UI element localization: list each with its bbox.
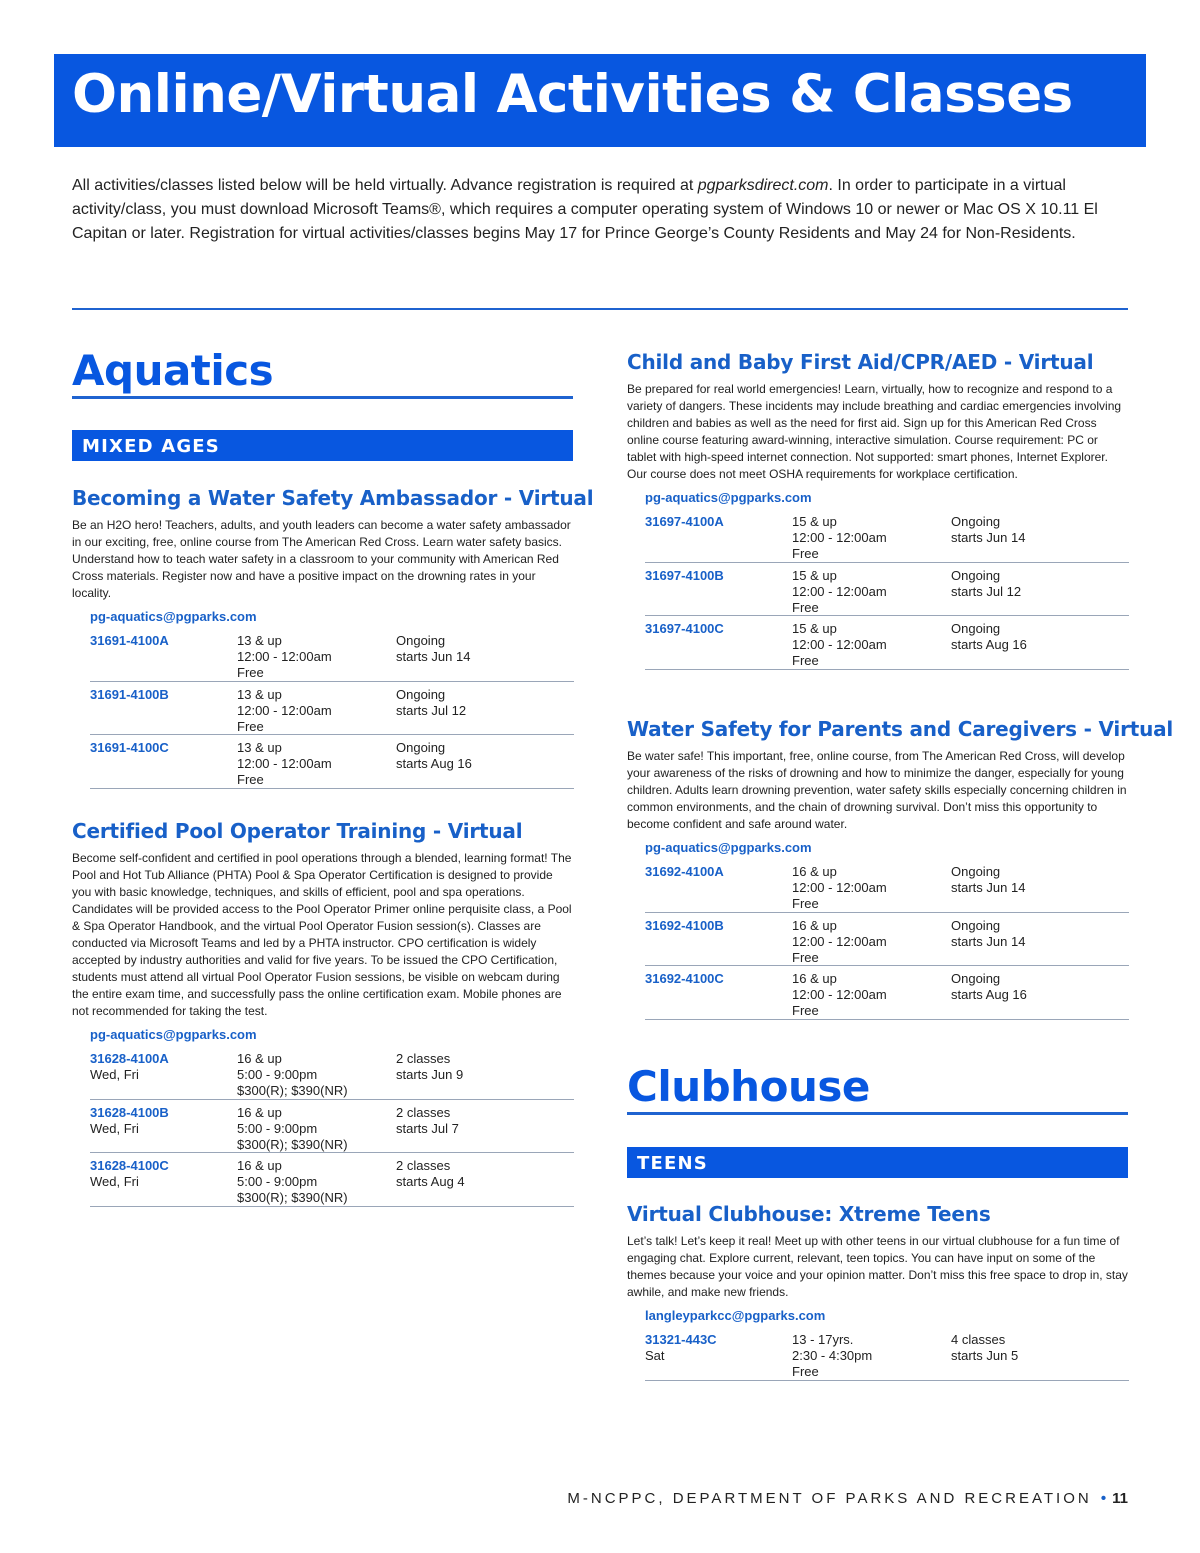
session-count: 4 classes bbox=[951, 1332, 1006, 1347]
session-fee: Free bbox=[792, 546, 819, 561]
session-time: 12:00 - 12:00am bbox=[792, 880, 887, 895]
session-list bbox=[645, 509, 1129, 670]
contact-email[interactable]: langleyparkcc@pgparks.com bbox=[645, 1308, 826, 1323]
session-count: Ongoing bbox=[951, 917, 1001, 933]
session-ages: 16 & up bbox=[237, 1158, 282, 1173]
course-title: Water Safety for Parents and Caregivers - Virtual bbox=[627, 717, 1174, 741]
section-title-clubhouse: Clubhouse bbox=[627, 1062, 1128, 1115]
contact-email[interactable]: pg-aquatics@pgparks.com bbox=[90, 609, 257, 624]
intro-paragraph bbox=[72, 174, 1137, 246]
session-ages: 15 & up bbox=[792, 621, 837, 636]
session-count: Ongoing bbox=[951, 621, 1001, 636]
session-time: 12:00 - 12:00am bbox=[792, 637, 887, 652]
session-start: starts Aug 16 bbox=[951, 987, 1027, 1002]
session-row bbox=[90, 682, 574, 736]
course-water-safety-ambassador bbox=[72, 485, 594, 789]
session-start: starts Jun 5 bbox=[951, 1348, 1019, 1363]
session-ages: 16 & up bbox=[792, 917, 837, 933]
session-time: 5:00 - 9:00pm bbox=[237, 1120, 318, 1136]
session-start: starts Jun 14 bbox=[951, 530, 1026, 545]
session-fee: Free bbox=[792, 599, 819, 615]
session-time: 5:00 - 9:00pm bbox=[237, 1174, 318, 1189]
session-start: starts Aug 16 bbox=[396, 756, 472, 771]
session-ages: 16 & up bbox=[792, 864, 837, 879]
session-row bbox=[90, 1046, 574, 1100]
session-code[interactable]: 31697-4100B bbox=[645, 567, 724, 583]
session-row bbox=[645, 859, 1129, 913]
session-count: Ongoing bbox=[396, 686, 446, 702]
contact-email[interactable]: pg-aquatics@pgparks.com bbox=[645, 490, 812, 505]
session-time: 12:00 - 12:00am bbox=[237, 702, 332, 718]
session-count: Ongoing bbox=[951, 864, 1001, 879]
session-fee: Free bbox=[237, 665, 264, 680]
session-row bbox=[90, 1100, 574, 1154]
session-row bbox=[90, 628, 574, 682]
session-code[interactable]: 31692-4100B bbox=[645, 917, 724, 933]
course-certified-pool-operator bbox=[72, 818, 577, 1207]
session-list bbox=[90, 1046, 574, 1207]
session-start: starts Jun 14 bbox=[951, 880, 1026, 895]
session-code[interactable]: 31697-4100A bbox=[645, 514, 724, 529]
session-days: Wed, Fri bbox=[90, 1120, 139, 1136]
session-count: Ongoing bbox=[951, 514, 1001, 529]
session-row bbox=[90, 1153, 574, 1207]
session-row bbox=[645, 913, 1129, 967]
contact-email[interactable]: pg-aquatics@pgparks.com bbox=[90, 1027, 257, 1042]
session-fee: Free bbox=[792, 1364, 819, 1379]
registration-link[interactable]: pgparksdirect.com bbox=[697, 177, 829, 194]
session-ages: 13 & up bbox=[237, 633, 282, 648]
age-band-teens: TEENS bbox=[627, 1147, 1128, 1178]
session-fee: $300(R); $390(NR) bbox=[237, 1136, 348, 1152]
session-time: 12:00 - 12:00am bbox=[792, 583, 887, 599]
session-count: Ongoing bbox=[396, 740, 446, 755]
session-ages: 15 & up bbox=[792, 514, 837, 529]
session-fee: Free bbox=[792, 896, 819, 911]
session-code[interactable]: 31697-4100C bbox=[645, 621, 724, 636]
session-code[interactable]: 31691-4100A bbox=[90, 633, 169, 648]
course-description: Be water safe! This important, free, online course, from The American Red Cross, will develop your awareness of the risks of drowning and how to minimize the danger, especially for young children. Adults learn drowning prevention, water safety skills especially concerning children in common environments, and the chain of drowning survival. Don’t miss this opportunity to become confident and safe around water. bbox=[627, 749, 1127, 831]
session-count: Ongoing bbox=[951, 567, 1001, 583]
session-row bbox=[645, 509, 1129, 563]
session-code[interactable]: 31692-4100C bbox=[645, 971, 724, 986]
session-count: 2 classes bbox=[396, 1104, 451, 1120]
course-virtual-clubhouse bbox=[627, 1201, 1132, 1381]
session-row bbox=[645, 1327, 1129, 1381]
session-start: starts Jul 7 bbox=[396, 1120, 459, 1136]
session-list bbox=[645, 1327, 1129, 1381]
course-title: Virtual Clubhouse: Xtreme Teens bbox=[627, 1202, 991, 1226]
session-start: starts Jun 14 bbox=[951, 933, 1026, 949]
contact-email[interactable]: pg-aquatics@pgparks.com bbox=[645, 840, 812, 855]
page-footer bbox=[567, 1490, 1128, 1507]
age-band-mixed-ages: MIXED AGES bbox=[72, 430, 573, 461]
section-title-aquatics: Aquatics bbox=[72, 346, 573, 399]
session-ages: 13 & up bbox=[237, 740, 282, 755]
footer-bullet: • bbox=[1100, 1490, 1107, 1507]
course-title: Certified Pool Operator Training - Virtual bbox=[72, 819, 523, 843]
session-row bbox=[645, 563, 1129, 617]
session-ages: 16 & up bbox=[792, 971, 837, 986]
session-time: 12:00 - 12:00am bbox=[792, 987, 887, 1002]
session-list bbox=[645, 859, 1129, 1020]
course-water-safety-parents bbox=[627, 716, 1174, 1020]
session-count: 2 classes bbox=[396, 1158, 451, 1173]
session-fee: $300(R); $390(NR) bbox=[237, 1083, 348, 1098]
session-fee: Free bbox=[792, 949, 819, 965]
session-start: starts Jun 9 bbox=[396, 1067, 464, 1082]
page-number: 11 bbox=[1112, 1490, 1128, 1507]
session-code[interactable]: 31692-4100A bbox=[645, 864, 724, 879]
session-row bbox=[645, 966, 1129, 1020]
session-count: 2 classes bbox=[396, 1051, 451, 1066]
session-days: Wed, Fri bbox=[90, 1174, 139, 1189]
session-code[interactable]: 31691-4100B bbox=[90, 686, 169, 702]
course-title: Becoming a Water Safety Ambassador - Virtual bbox=[72, 486, 594, 510]
session-ages: 15 & up bbox=[792, 567, 837, 583]
session-time: 12:00 - 12:00am bbox=[792, 530, 887, 545]
top-divider bbox=[72, 308, 1128, 310]
footer-text: M-NCPPC, DEPARTMENT OF PARKS AND RECREATION bbox=[567, 1490, 1092, 1507]
session-fee: Free bbox=[237, 772, 264, 787]
session-count: Ongoing bbox=[396, 633, 446, 648]
session-start: starts Jul 12 bbox=[396, 702, 467, 718]
session-count: Ongoing bbox=[951, 971, 1001, 986]
course-description: Be prepared for real world emergencies! Learn, virtually, how to recognize and respond to a variety of dangers. These incidents may include breathing and cardiac emergencies involving children and babies as well as the need for first aid. Sign up for this American Red Cross online course featuring award-winning, interactive simulation. Course requirement: PC or tablet with high-speed internet connection. Not supported: smart phones, Internet Explorer. Our course does not meet OSHA requirements for workplace certification. bbox=[627, 382, 1122, 481]
session-ages: 16 & up bbox=[237, 1051, 282, 1066]
course-child-baby-first-aid bbox=[627, 349, 1132, 670]
session-fee: $300(R); $390(NR) bbox=[237, 1190, 348, 1205]
session-days: Wed, Fri bbox=[90, 1067, 139, 1082]
session-start: starts Jun 14 bbox=[396, 649, 471, 664]
page-banner bbox=[54, 54, 1146, 147]
session-row bbox=[90, 735, 574, 789]
session-ages: 16 & up bbox=[237, 1104, 282, 1120]
session-code[interactable]: 31691-4100C bbox=[90, 740, 169, 755]
session-code[interactable]: 31628-4100B bbox=[90, 1104, 169, 1120]
course-description: Let’s talk! Let’s keep it real! Meet up with other teens in our virtual clubhouse for a fun time of engaging chat. Explore current, relevant, teen topics. You can have input on some of the themes because your voice and your opinion matter. Don’t miss this free space to drop in, stay awhile, and make new friends. bbox=[627, 1234, 1128, 1299]
session-code[interactable]: 31321-443C bbox=[645, 1332, 717, 1347]
session-time: 5:00 - 9:00pm bbox=[237, 1067, 318, 1082]
session-row bbox=[645, 616, 1129, 670]
session-days: Sat bbox=[645, 1348, 665, 1363]
session-ages: 13 - 17yrs. bbox=[792, 1332, 854, 1347]
session-code[interactable]: 31628-4100C bbox=[90, 1158, 169, 1173]
course-title: Child and Baby First Aid/CPR/AED - Virtual bbox=[627, 350, 1094, 374]
session-fee: Free bbox=[237, 718, 264, 734]
session-fee: Free bbox=[792, 1003, 819, 1018]
page-title: Online/Virtual Activities & Classes bbox=[72, 64, 1073, 125]
intro-text-1: All activities/classes listed below will be held virtually. Advance registration is required at bbox=[72, 177, 698, 194]
session-code[interactable]: 31628-4100A bbox=[90, 1051, 169, 1066]
session-time: 12:00 - 12:00am bbox=[237, 649, 332, 664]
session-start: starts Aug 16 bbox=[951, 637, 1027, 652]
course-description: Become self-confident and certified in pool operations through a blended, learning format! The Pool and Hot Tub Alliance (PHTA) Pool & Spa Operator Certification is designed to provide you with basic knowledge, techniques, and skills of efficient, pool and spa operations. Candidates will be provided access to the Pool Operator Primer online perquisite class, a Pool & Spa Operator Handbook, and the virtual Pool Operator Fusion session(s). Classes are conducted via Microsoft Teams and led by a PHTA instructor. CPO certification is widely accepted by industry authorities and valid for five years. To be issued the CPO Certification, students must attend all virtual Pool Operator Fusion sessions, be visible on webcam during the entire exam time, and successfully pass the online certification exam. Mobile phones are not recommended for taking the test. bbox=[72, 851, 572, 1018]
session-ages: 13 & up bbox=[237, 686, 282, 702]
session-time: 12:00 - 12:00am bbox=[237, 756, 332, 771]
session-fee: Free bbox=[792, 653, 819, 668]
session-start: starts Aug 4 bbox=[396, 1174, 465, 1189]
session-time: 12:00 - 12:00am bbox=[792, 933, 887, 949]
intro-text-2: . In order to participate in a virtual activity/class, you must download Microsoft Teams®, which requires a computer operating system of Windows 10 or newer or Mac OS X 10.11 El Capitan or later. Registration for virtual activities/classes begins May 17 for Prince George’s County Residents and May 24 for Non-Residents. bbox=[72, 177, 1098, 242]
session-list bbox=[90, 628, 574, 789]
course-description: Be an H2O hero! Teachers, adults, and youth leaders can become a water safety ambassador in our exciting, free, online course from The American Red Cross. Learn water safety basics. Understand how to teach water safety in a classroom to your community with American Red Cross materials. Register now and have a positive impact on the drowning rates in your locality. bbox=[72, 518, 571, 600]
session-start: starts Jul 12 bbox=[951, 583, 1022, 599]
session-time: 2:30 - 4:30pm bbox=[792, 1348, 873, 1363]
